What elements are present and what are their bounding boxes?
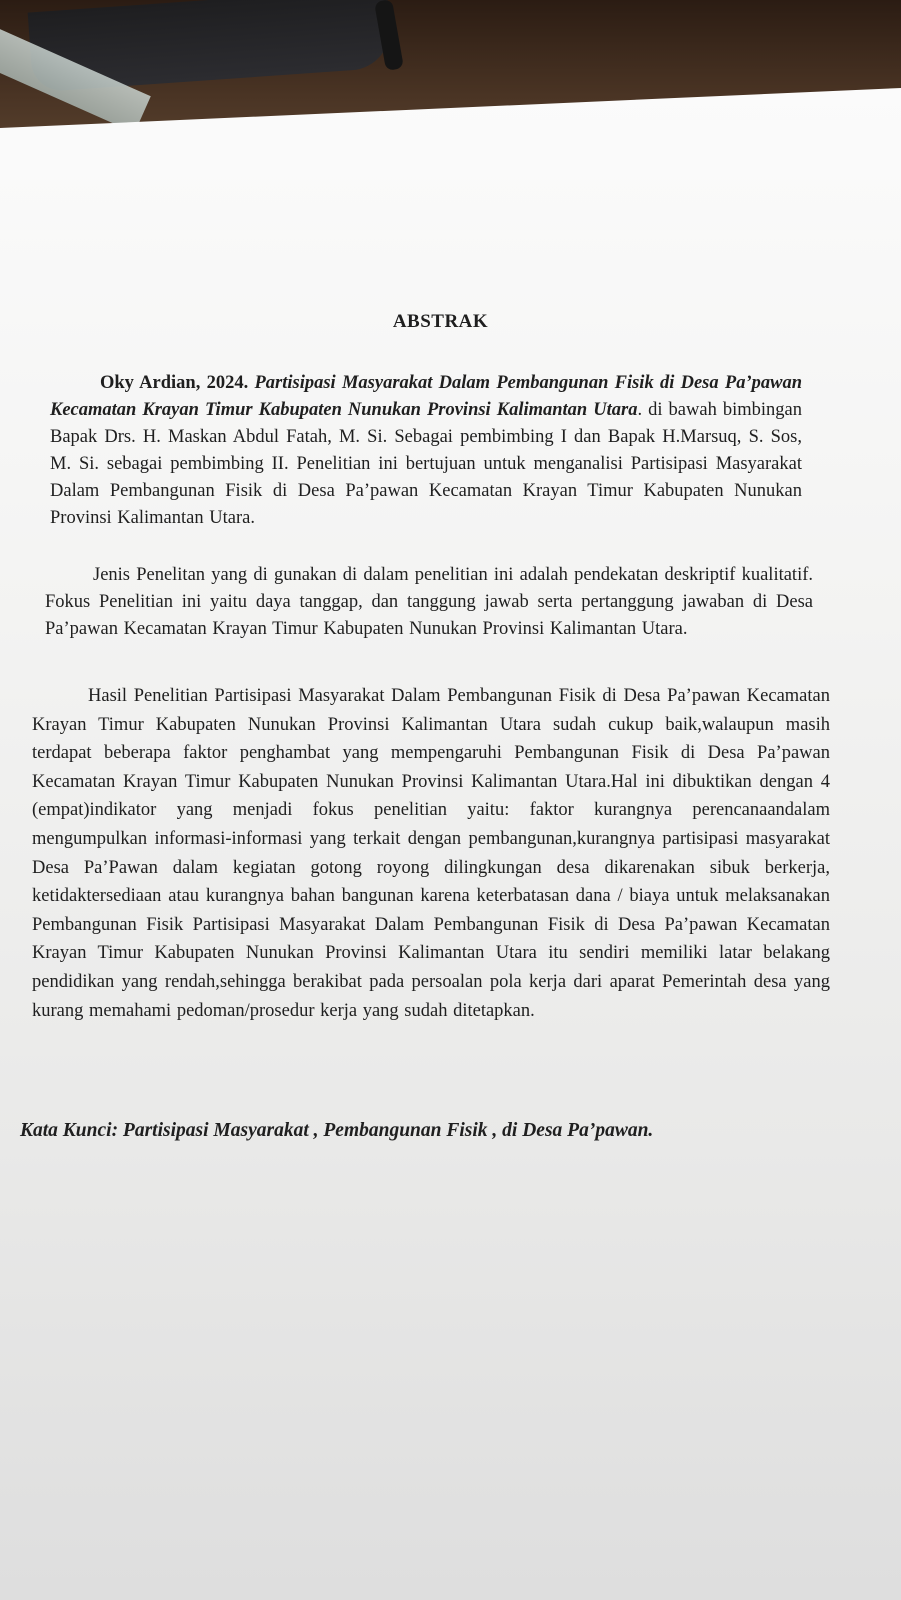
abstract-paragraph-3: Hasil Penelitian Partisipasi Masyarakat Dalam Pembangunan Fisik di Desa Pa’pawan Kecamatan Krayan Timur Kabupaten Nunukan Provinsi Kalimantan Utara sudah cukup baik,walaupun masih terdapat beberapa faktor penghambat yang mempengaruhi Pembangunan Fisik di Desa Pa’pawan Kecamatan Krayan Timur Kabupaten Nunukan Provinsi Kalimantan Utara.Hal ini dibuktikan dengan 4 (empat)indikator yang menjadi fokus penelitian yaitu: faktor kurangnya perencanaandalam mengumpulkan informasi-informasi yang terkait dengan pembangunan,kurangnya partisipasi masyarakat Desa Pa’Pawan dalam kegiatan gotong royong dilingkungan desa dikarenakan sibuk berkerja, ketidaktersediaan atau kurangnya bahan bangunan karena keterbatasan dana / biaya untuk melaksanakan Pembangunan Fisik Partisipasi Masyarakat Dalam Pembangunan Fisik di Desa Pa’pawan Kecamatan Krayan Timur Kabupaten Nunukan Provinsi Kalimantan Utara itu sendiri memiliki latar belakang pendidikan yang rendah,sehingga berakibat pada persoalan pola kerja dari aparat Pemerintah desa yang kurang memahami pedoman/prosedur kerja yang sudah ditetapkan. (32, 686, 830, 1021)
keywords: Kata Kunci: Partisipasi Masyarakat , Pembangunan Fisik , di Desa Pa’pawan. (20, 1120, 654, 1141)
author-year: Oky Ardian, 2024. (100, 373, 249, 393)
page-title: ABSTRAK (392, 311, 489, 332)
paragraph-1-text: . di bawah bimbingan Bapak Drs. H. Maskan Abdul Fatah, M. Si. Sebagai pembimbing I dan Bapak H.Marsuq, S. Sos, M. Si. sebagai pembimbing II. Penelitian ini bertujuan untuk menganalisi Partisipasi Masyarakat Dalam Pembangunan Fisik di Desa Pa’pawan Kecamatan Krayan Timur Kabupaten Nunukan Provinsi Kalimantan Utara. (50, 400, 802, 528)
thesis-title: Partisipasi Masyarakat Dalam Pembangunan Fisik di Desa Pa’pawan Kecamatan Krayan Timur Kabupaten Nunukan Provinsi Kalimantan Utara (50, 373, 802, 420)
abstract-paragraph-2: Jenis Penelitan yang di gunakan di dalam penelitian ini adalah pendekatan deskriptif kualitatif. Fokus Penelitian ini yaitu daya tanggap, dan tanggung jawab serta pertanggung jawaban di Desa Pa’pawan Kecamatan Krayan Timur Kabupaten Nunukan Provinsi Kalimantan Utara. (45, 565, 813, 639)
abstract-paragraph-1 (50, 370, 802, 532)
